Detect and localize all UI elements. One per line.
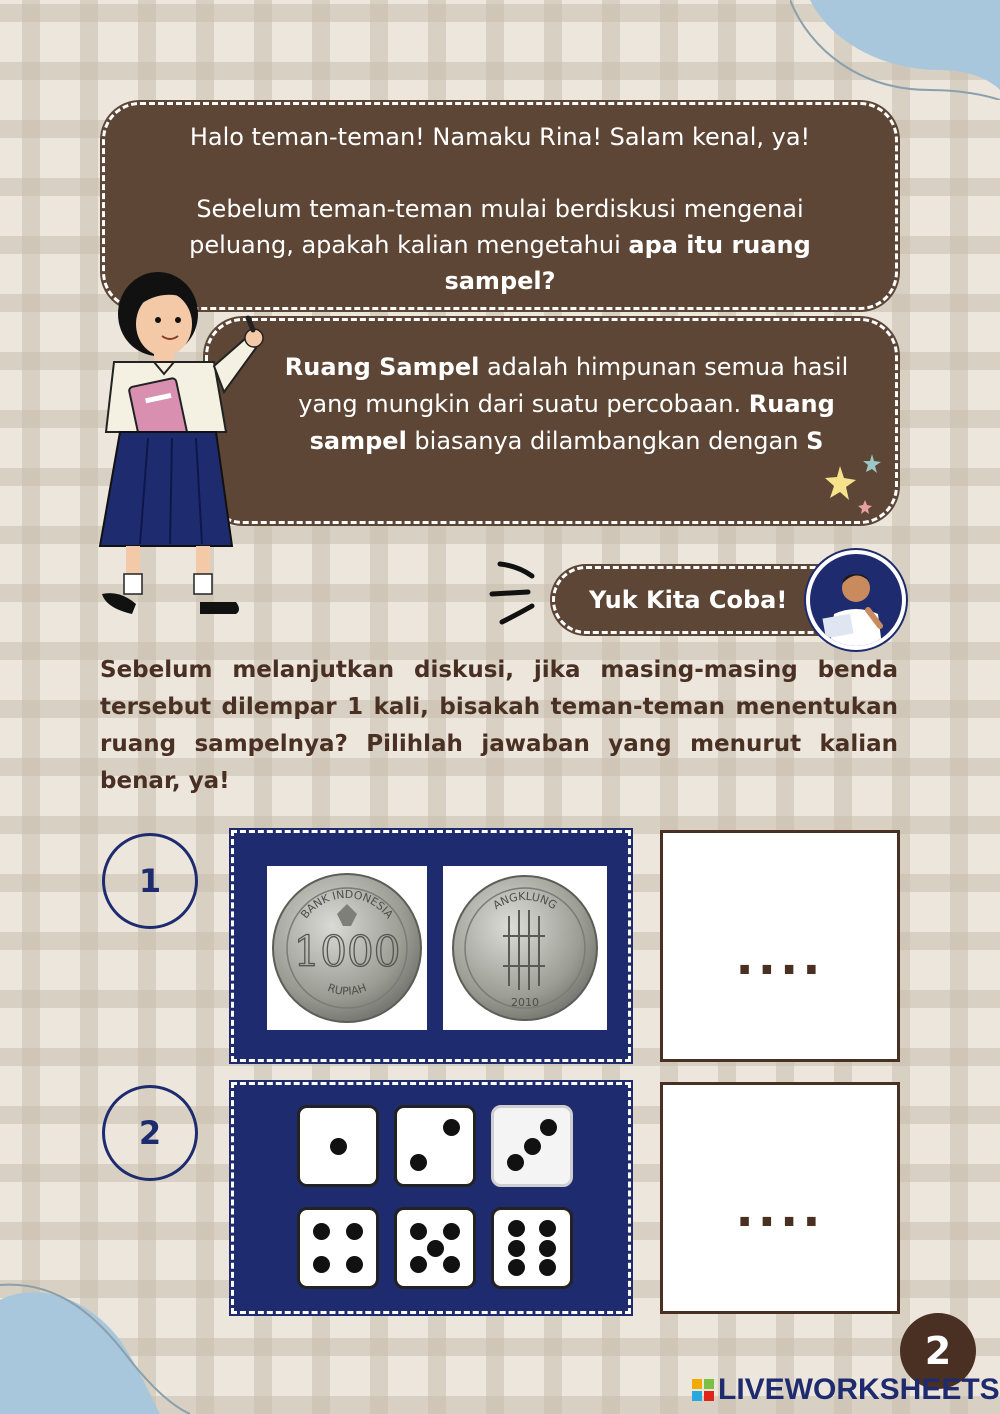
die-face-2 — [394, 1105, 476, 1187]
coin-front-top-text: BANK INDONESIA — [298, 887, 396, 922]
die-pip — [540, 1119, 557, 1136]
die-pip — [313, 1256, 330, 1273]
boy-avatar-icon — [806, 550, 906, 650]
answer-placeholder-2: .... — [735, 1182, 825, 1238]
motion-lines-icon — [488, 556, 544, 630]
definition-text — [285, 353, 848, 455]
item-number-circle-2: 2 — [102, 1085, 198, 1181]
corner-blob-top-right — [790, 0, 1000, 100]
coin-back-photo — [443, 866, 607, 1030]
greeting-text: Halo teman-teman! Namaku Rina! Salam kenal, ya! — [189, 123, 811, 151]
page-number-badge: 2 — [900, 1313, 976, 1389]
die-face-1 — [297, 1105, 379, 1187]
die-pip — [524, 1138, 541, 1155]
die-pip — [443, 1223, 460, 1240]
item-number-circle-1: 1 — [102, 833, 198, 929]
liveworksheets-logo[interactable] — [692, 1372, 1000, 1408]
die-pip — [346, 1256, 363, 1273]
coin-front-value: 1000 — [293, 927, 401, 976]
coin-back-top-text: ANGKLUNG — [490, 889, 560, 913]
die-pip — [443, 1119, 460, 1136]
definition-part-2: biasanya dilambangkan dengan — [406, 427, 807, 455]
definition-part-1: adalah himpunan semua hasil yang mungkin dari suatu percobaan. — [298, 353, 849, 418]
definition-speech-bubble — [205, 318, 898, 524]
die-face-6 — [491, 1207, 573, 1289]
liveworksheets-logo-text: LIVEWORKSHEETS — [718, 1373, 1000, 1406]
die-face-5 — [394, 1207, 476, 1289]
die-pip — [410, 1154, 427, 1171]
definition-term-1: Ruang Sampel — [284, 353, 480, 381]
definition-symbol: S — [806, 427, 824, 455]
coin-front-photo — [267, 866, 427, 1030]
sparkle-stars-icon — [822, 450, 888, 520]
coin-back-icon — [443, 866, 607, 1030]
die-pip — [508, 1259, 525, 1276]
answer-placeholder-1: .... — [735, 930, 825, 986]
liveworksheets-logo-icon — [692, 1379, 714, 1401]
die-pip — [507, 1154, 524, 1171]
die-pip — [346, 1223, 363, 1240]
coin-front-bottom-text: RUPIAH — [325, 981, 369, 998]
corner-blob-bottom-left — [0, 1280, 190, 1414]
question-text-pre: Sebelum teman-teman mulai berdiskusi mengenai peluang, apakah kalian mengetahui — [189, 195, 804, 259]
die-pip — [313, 1223, 330, 1240]
die-pip — [443, 1256, 460, 1273]
die-face-3 — [491, 1105, 573, 1187]
die-pip — [539, 1220, 556, 1237]
die-pip — [508, 1240, 525, 1257]
die-pip — [427, 1240, 444, 1257]
yuk-kita-coba-label: Yuk Kita Coba! — [589, 586, 788, 614]
answer-box-2[interactable] — [660, 1082, 900, 1314]
die-face-4 — [297, 1207, 379, 1289]
instruction-paragraph: Sebelum melanjutkan diskusi, jika masing-masing benda tersebut dilempar 1 kali, bisakah teman-teman menentukan ruang sampelnya? Pilihlah jawaban yang menurut kalian benar, ya! — [100, 657, 898, 794]
die-pip — [410, 1256, 427, 1273]
answer-box-1[interactable] — [660, 830, 900, 1062]
definition-term-2: Ruang sampel — [309, 390, 835, 455]
coin-panel — [231, 830, 631, 1062]
die-pip — [508, 1220, 525, 1237]
die-pip — [410, 1223, 427, 1240]
coin-front-icon — [267, 866, 427, 1030]
rina-character-illustration — [96, 262, 272, 620]
question-text-bold: apa itu ruang sampel? — [444, 231, 811, 295]
die-pip — [539, 1259, 556, 1276]
die-pip — [539, 1240, 556, 1257]
coin-back-year: 2010 — [511, 996, 539, 1009]
die-pip — [330, 1138, 347, 1155]
dice-panel — [231, 1082, 631, 1314]
